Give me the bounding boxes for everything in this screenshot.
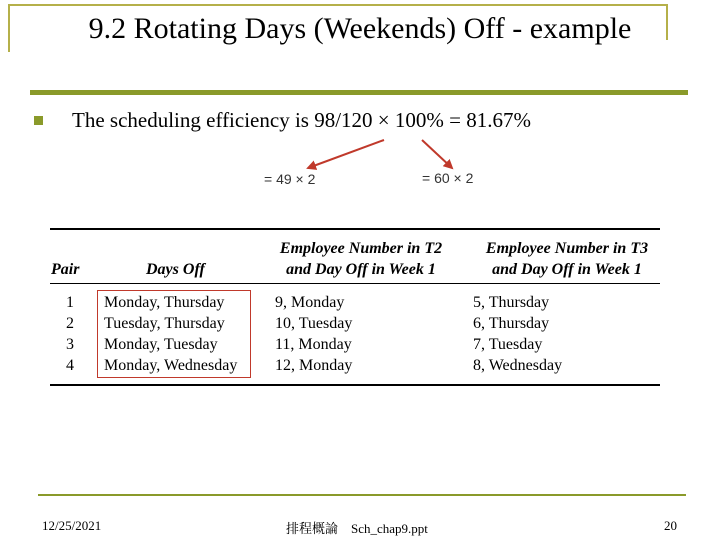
header-t2 [268,238,454,280]
days-off-highlight-box [97,290,251,378]
cell-t2: 12, Monday [275,357,353,374]
cell-t2: 9, Monday [275,294,345,311]
cell-t2: 11, Monday [275,336,352,353]
header-t3-line2: and Day Off in Week 1 [492,261,642,278]
annotation-49x2: = 49 × 2 [264,171,316,187]
cell-days-off: Monday, Wednesday [104,357,238,374]
cell-days-off: Tuesday, Thursday [104,315,225,332]
cell-t3: 5, Thursday [473,294,550,311]
table-bottom-rule [50,384,660,386]
footer-line [38,494,686,496]
header-days-off: Days Off [146,261,205,278]
cell-days-off: Monday, Tuesday [104,336,218,353]
footer-page-number: 20 [664,518,677,533]
table-top-rule [50,228,660,230]
cell-days-off: Monday, Thursday [104,294,225,311]
cell-pair: 1 [66,294,74,311]
header-t2-line2: and Day Off in Week 1 [286,261,436,278]
cell-pair: 3 [66,336,74,353]
cell-t3: 6, Thursday [473,315,550,332]
slide-title: 9.2 Rotating Days (Weekends) Off - example [88,12,632,45]
annotation-60x2: = 60 × 2 [422,170,474,186]
table-header-rule [50,283,660,284]
arrow-to-49x2 [308,140,384,168]
cell-t3: 7, Tuesday [473,336,543,353]
header-t3-line1: Employee Number in T3 [485,240,649,257]
arrow-to-60x2 [422,140,452,168]
footer-filename: 排程概論 Sch_chap9.ppt [286,521,428,536]
cell-pair: 4 [66,357,74,374]
cell-pair: 2 [66,315,74,332]
cell-t3: 8, Wednesday [473,357,563,374]
cell-t2: 10, Tuesday [275,315,353,332]
header-t3 [472,238,662,280]
header-pair: Pair [51,261,80,278]
bullet-text: The scheduling efficiency is 98/120 × 100% = 81.67% [72,108,531,132]
header-t2-line1: Employee Number in T2 [279,240,443,257]
footer-date: 12/25/2021 [42,518,102,533]
